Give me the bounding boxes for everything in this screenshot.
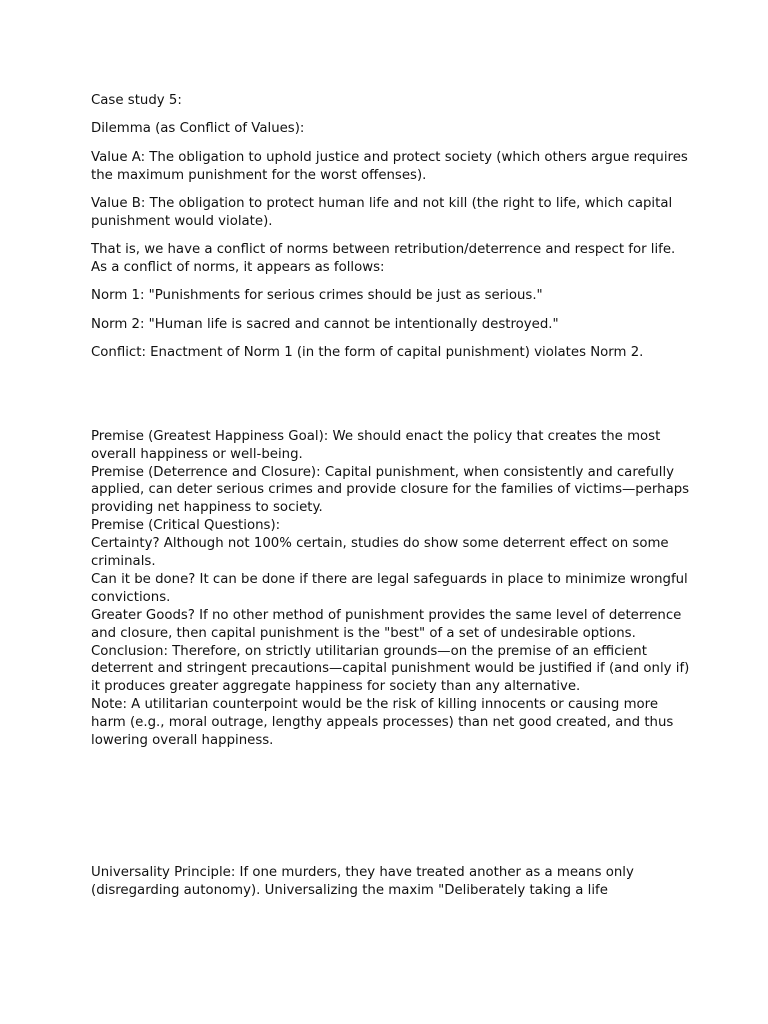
note-paragraph: Note: A utilitarian counterpoint would be the risk of killing innocents or causing more harm (e.g., moral outrage, lengthy appeals processes) than net good created, and thus lowering overall happiness. [91, 697, 674, 749]
feasibility-question: Can it be done? It can be done if there are legal safeguards in place to minimize wrongful convictions. [91, 571, 688, 605]
blank-space [91, 750, 691, 864]
case-study-section [91, 92, 691, 362]
kantian-section [91, 864, 691, 900]
premise-deterrence-closure: Premise (Deterrence and Closure): Capital punishment, when consistently and carefully applied, can deter serious crimes and provide closure for the families of victims—perhaps providing net happiness to society. [91, 464, 690, 516]
dilemma-heading: Dilemma (as Conflict of Values): [91, 121, 305, 137]
value-b-paragraph: Value B: The obligation to protect human life and not kill (the right to life, which capital punishment would violate). [91, 195, 673, 229]
blank-space [91, 362, 691, 428]
norm-1-paragraph: Norm 1: "Punishments for serious crimes should be just as serious." [91, 288, 543, 304]
conflict-paragraph: Conflict: Enactment of Norm 1 (in the form of capital punishment) violates Norm 2. [91, 344, 644, 360]
case-study-title: Case study 5: [91, 93, 182, 108]
premise-critical-questions: Premise (Critical Questions): [91, 518, 281, 534]
certainty-question: Certainty? Although not 100% certain, studies do show some deterrent effect on some criminals. [91, 536, 669, 570]
utilitarian-section [91, 428, 691, 750]
document-body [91, 92, 691, 900]
premise-greatest-happiness: Premise (Greatest Happiness Goal): We should enact the policy that creates the most overall happiness or well-being. [91, 428, 661, 462]
norm-2-paragraph: Norm 2: "Human life is sacred and cannot be intentionally destroyed." [91, 316, 559, 332]
universality-principle-paragraph: Universality Principle: If one murders, they have treated another as a means only (disregarding autonomy). Universalizing the maxim "Deliberately taking a life [91, 865, 634, 898]
greater-goods-question: Greater Goods? If no other method of punishment provides the same level of deterrence and closure, then capital punishment is the "best" of a set of undesirable options. [91, 607, 682, 641]
conclusion-paragraph: Conclusion: Therefore, on strictly utilitarian grounds—on the premise of an efficient deterrent and stringent precautions—capital punishment would be justified if (and only if) it produces greater aggregate happiness for society than any alternative. [91, 643, 690, 695]
norm-conflict-intro: That is, we have a conflict of norms between retribution/deterrence and respect for life. As a conflict of norms, it appears as follows: [91, 242, 676, 275]
value-a-paragraph: Value A: The obligation to uphold justice and protect society (which others argue requires the maximum punishment for the worst offenses). [91, 149, 688, 183]
